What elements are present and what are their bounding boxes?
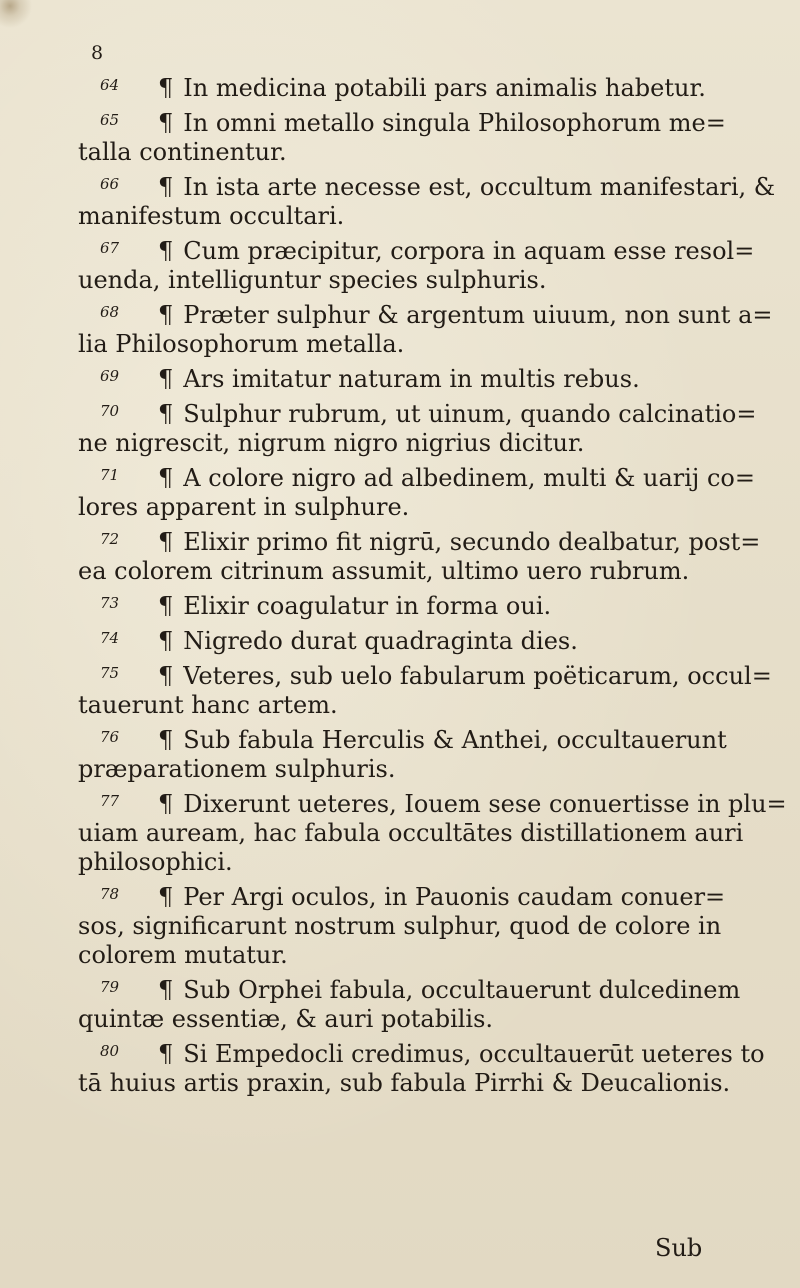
text-line [78,493,718,522]
entry-71 [78,464,755,522]
text-line [78,912,722,941]
line-text: Elixir primo fit nigrū, secundo dealbatur, post= [183,528,761,556]
text-line [78,662,772,691]
line-text: lia Philosophorum metalla. [78,330,405,358]
entry-number: 70 [100,402,120,420]
corner-stain [0,0,40,40]
entry-number: 68 [100,303,120,321]
text-line [78,848,718,877]
text-line [78,976,741,1005]
entry-68 [78,301,773,359]
line-text: uenda, intelliguntur species sulphuris. [78,266,547,294]
entry-75 [78,662,772,720]
entry-number: 66 [100,175,120,193]
line-text: Veteres, sub uelo fabularum poëticarum, occul= [183,662,772,690]
line-text: talla continentur. [78,138,287,166]
line-text: sos, significarunt nostrum sulphur, quod de colore in [78,912,722,940]
pilcrow-mark: ¶ [158,365,174,393]
text-line [78,592,718,621]
text-line [78,1040,765,1069]
line-text: tā huius artis praxin, sub fabula Pirrhi & Deucalionis. [78,1069,731,1097]
pilcrow-mark: ¶ [158,400,174,428]
text-line [78,464,755,493]
line-text: Dixerunt ueteres, Iouem sese conuertisse in plu= [183,790,787,818]
line-text: Cum præcipitur, corpora in aquam esse resol= [183,237,755,265]
text-line [78,173,776,202]
pilcrow-mark: ¶ [158,976,174,1004]
pilcrow-mark: ¶ [158,627,174,655]
text-line [78,266,718,295]
text-line [78,627,718,656]
line-text: Præter sulphur & argentum uiuum, non sunt a= [183,301,773,329]
text-line [78,883,726,912]
pilcrow-mark: ¶ [158,173,174,201]
entry-number: 79 [100,978,120,996]
page-number: 8 [91,42,104,64]
line-text: quintæ essentiæ, & auri potabilis. [78,1005,494,1033]
entry-number: 73 [100,594,120,612]
line-text: uiam auream, hac fabula occultātes distillationem auri [78,819,744,847]
entry-number: 80 [100,1042,120,1060]
text-line [78,691,718,720]
entry-64 [78,74,718,103]
line-text: In omni metallo singula Philosophorum me= [183,109,726,137]
text-line [78,429,718,458]
text-line [78,528,761,557]
line-text: philosophici. [78,848,233,876]
pilcrow-mark: ¶ [158,726,174,754]
line-text: manifestum occultari. [78,202,345,230]
entry-number: 69 [100,367,120,385]
pilcrow-mark: ¶ [158,301,174,329]
pilcrow-mark: ¶ [158,74,174,102]
text-line [78,400,757,429]
text-line [78,301,773,330]
pilcrow-mark: ¶ [158,662,174,690]
line-text: A colore nigro ad albedinem, multi & uarij co= [183,464,755,492]
entry-number: 78 [100,885,120,903]
line-text: Ars imitatur naturam in multis rebus. [183,365,640,393]
pilcrow-mark: ¶ [158,592,174,620]
entry-66 [78,173,776,231]
line-text: In medicina potabili pars animalis habetur. [183,74,706,102]
pilcrow-mark: ¶ [158,109,174,137]
entry-number: 64 [100,76,120,94]
line-text: In ista arte necesse est, occultum manifestari, & [183,173,776,201]
text-line [78,330,718,359]
line-text: Nigredo durat quadraginta dies. [183,627,578,655]
line-text: Sub fabula Herculis & Anthei, occultauerunt [183,726,727,754]
text-line [78,109,726,138]
line-text: præparationem sulphuris. [78,755,396,783]
entry-65 [78,109,726,167]
line-text: tauerunt hanc artem. [78,691,338,719]
text-line [78,1005,718,1034]
entry-80 [78,1040,765,1098]
pilcrow-mark: ¶ [158,528,174,556]
entry-number: 67 [100,239,120,257]
entry-70 [78,400,757,458]
text-line [78,74,718,103]
pilcrow-mark: ¶ [158,883,174,911]
entry-number: 71 [100,466,120,484]
line-text: ea colorem citrinum assumit, ultimo uero rubrum. [78,557,690,585]
entry-73 [78,592,718,621]
entry-67 [78,237,755,295]
line-text: Per Argi oculos, in Pauonis caudam conuer= [183,883,726,911]
text-line [78,819,744,848]
entry-77 [78,790,787,877]
entry-78 [78,883,726,970]
text-line [78,138,718,167]
text-line [78,726,727,755]
text-line [78,755,718,784]
entry-number: 76 [100,728,120,746]
entry-number: 72 [100,530,120,548]
line-text: Elixir coagulatur in forma oui. [183,592,552,620]
pilcrow-mark: ¶ [158,790,174,818]
entry-72 [78,528,761,586]
line-text: Sulphur rubrum, ut uinum, quando calcinatio= [183,400,757,428]
entry-number: 65 [100,111,120,129]
text-line [78,941,718,970]
entry-74 [78,627,718,656]
entry-number: 77 [100,792,120,810]
pilcrow-mark: ¶ [158,1040,174,1068]
line-text: lores apparent in sulphure. [78,493,410,521]
text-line [78,790,787,819]
entry-79 [78,976,741,1034]
entry-number: 74 [100,629,120,647]
text-line [78,1069,731,1098]
text-line [78,557,718,586]
text-line [78,202,718,231]
catchword: Sub [655,1234,703,1262]
line-text: ne nigrescit, nigrum nigro nigrius dicitur. [78,429,585,457]
entry-69 [78,365,718,394]
text-line [78,365,718,394]
pilcrow-mark: ¶ [158,464,174,492]
pilcrow-mark: ¶ [158,237,174,265]
body-text [78,74,787,1104]
line-text: colorem mutatur. [78,941,288,969]
entry-76 [78,726,727,784]
line-text: Si Empedocli credimus, occultauerūt ueteres to [183,1040,765,1068]
line-text: Sub Orphei fabula, occultauerunt dulcedinem [183,976,741,1004]
text-line [78,237,755,266]
entry-number: 75 [100,664,120,682]
